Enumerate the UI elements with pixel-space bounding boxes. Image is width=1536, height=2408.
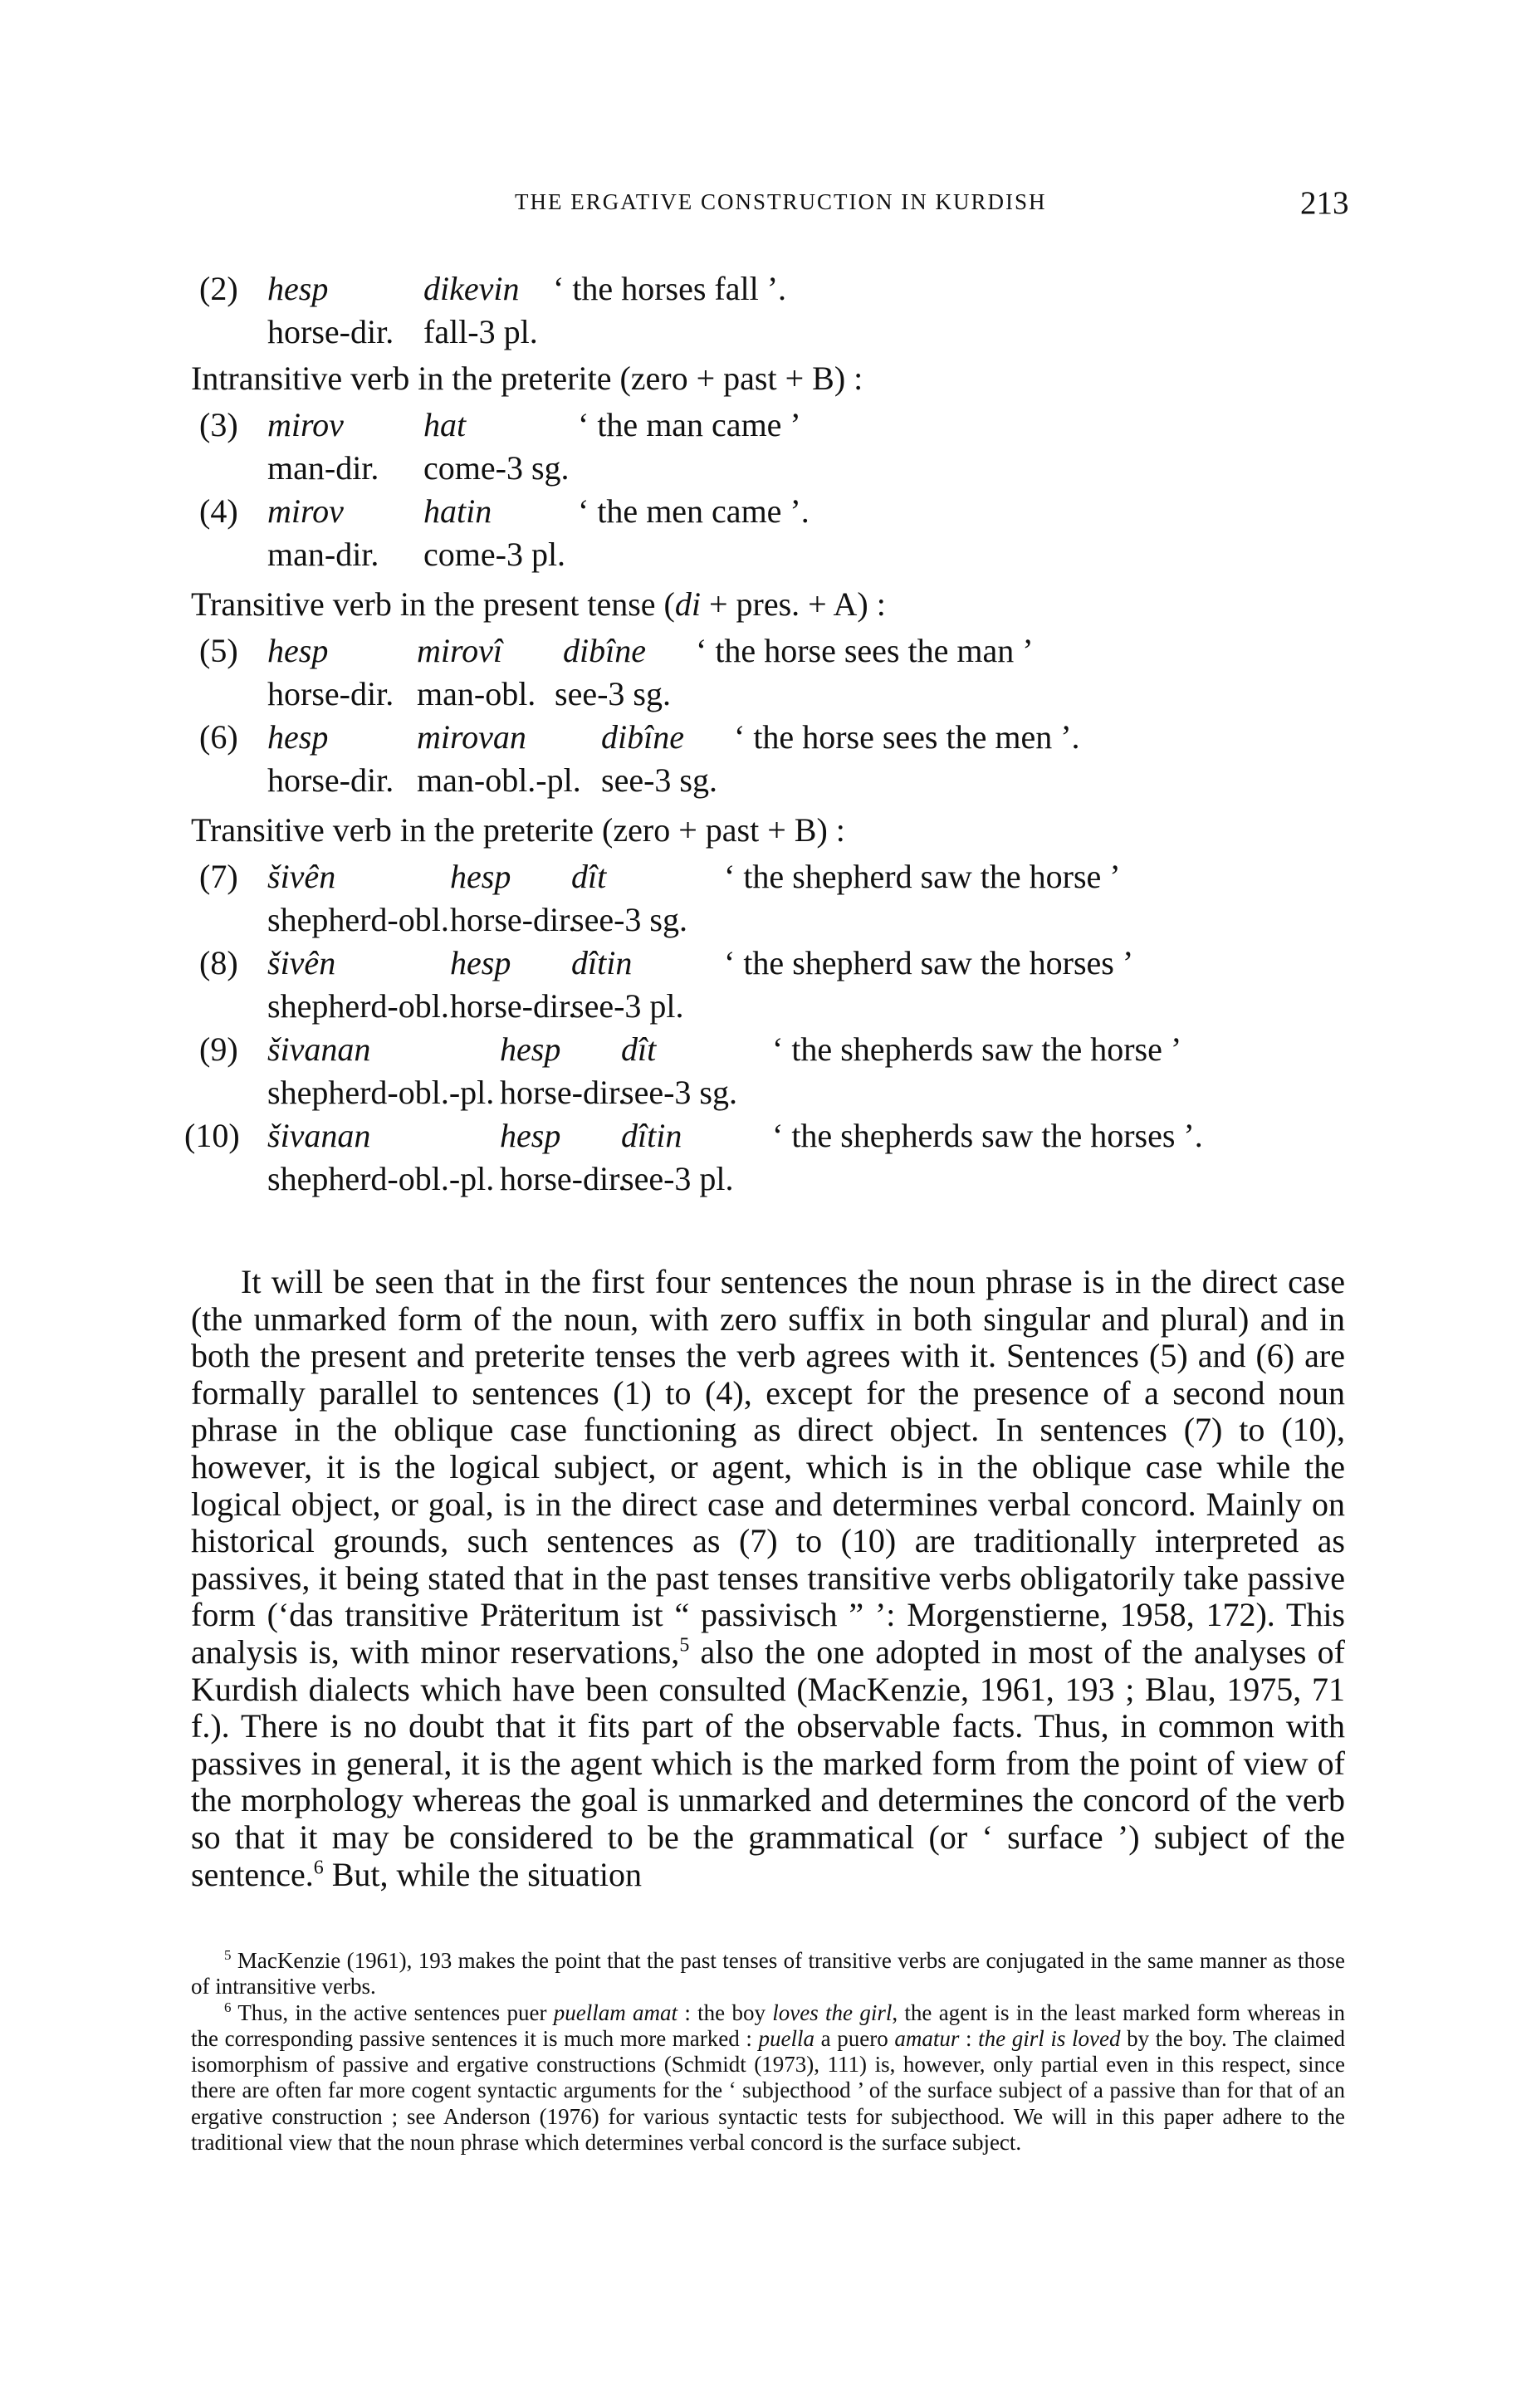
footnote-6 — [191, 2000, 1345, 2156]
gloss-word: see-3 pl. — [621, 1160, 734, 1197]
footnote-italic: amatur — [894, 2025, 960, 2051]
body-text-run: But, while the situation — [323, 1855, 643, 1893]
gloss-line — [184, 1158, 1345, 1201]
footnote-text: : the boy — [678, 1999, 773, 2025]
example-word: hesp — [450, 944, 511, 981]
gloss-word: horse-dir. — [500, 1160, 627, 1197]
example-word: hesp — [500, 1030, 561, 1068]
footnote-reference: 5 — [679, 1634, 690, 1657]
gloss-word: horse-dir. — [267, 675, 394, 712]
footnote-text: , the agent is in the least marked form whereas in the corresponding passive sentences it is much more marked : — [191, 1999, 1345, 2051]
example-word: dikevin — [423, 270, 520, 307]
example-translation: ‘ the horse sees the man ’ — [696, 632, 1034, 669]
example-line — [199, 267, 1345, 311]
example-4 — [199, 490, 1345, 576]
gloss-word: horse-dir. — [500, 1074, 627, 1111]
gloss-word: shepherd-obl.-pl. — [267, 1160, 495, 1197]
example-word: šivên — [267, 858, 336, 895]
gloss-line — [199, 311, 1345, 354]
footnote-text: : — [959, 2025, 979, 2051]
example-10 — [184, 1114, 1345, 1201]
gloss-word: see-3 sg. — [621, 1074, 737, 1111]
gloss-word: shepherd-obl. — [267, 987, 449, 1025]
footnote-text: by the boy. The claimed isomorphism of passive and ergative constructions (Schmidt (1973), 111) is, however, only partial even in this respect, since there are often far more cogent syntactic arguments for the ‘ subjecthood ’ of the surface subject of a passive than for that of an ergative construction ; see Anderson (1976) for various syntactic tests for subjecthood. We will in this paper adhere to the traditional view that the noun phrase which determines verbal concord is the surface subject. — [191, 2025, 1345, 2156]
example-number: (4) — [199, 492, 238, 530]
example-translation: ‘ the horse sees the men ’. — [734, 718, 1080, 756]
example-7 — [199, 855, 1345, 942]
gloss-line — [199, 759, 1345, 802]
example-line — [199, 404, 1345, 447]
gloss-word: horse-dir. — [267, 761, 394, 799]
gloss-word: man-dir. — [267, 449, 379, 487]
gloss-word: horse-dir. — [450, 987, 577, 1025]
example-word: mirovan — [417, 718, 526, 756]
example-line — [199, 855, 1345, 898]
example-number: (6) — [199, 718, 238, 756]
gloss-word: come-3 sg. — [423, 449, 570, 487]
example-word: mirov — [267, 406, 344, 443]
footnote-italic: the girl is loved — [978, 2025, 1121, 2051]
footnote-italic: puellam amat — [553, 1999, 678, 2025]
example-word: šivanan — [267, 1030, 371, 1068]
footnotes — [191, 1948, 1345, 2156]
example-word: hesp — [450, 858, 511, 895]
body-text — [191, 1264, 1345, 1893]
footnote-reference: 6 — [313, 1857, 324, 1879]
footnote-text: a puero — [814, 2025, 895, 2051]
example-number: (2) — [199, 270, 238, 307]
example-number: (3) — [199, 406, 238, 443]
example-word: šivên — [267, 944, 336, 981]
footnote-text: MacKenzie (1961), 193 makes the point that the past tenses of transitive verbs are conjugated in the same manner as those of intransitive verbs. — [191, 1948, 1345, 1999]
footnote-mark: 6 — [224, 1999, 232, 2015]
example-line — [184, 1114, 1345, 1158]
example-word: dîtin — [571, 944, 633, 981]
example-8 — [199, 942, 1345, 1028]
example-5 — [199, 629, 1345, 716]
footnote-italic: puella — [758, 2025, 815, 2051]
example-word: dît — [571, 858, 607, 895]
body-text-run: also the one adopted in most of the analyses of Kurdish dialects which have been consulted (MacKenzie, 1961, 193 ; Blau, 1975, 71 f.). There is no doubt that it fits part of the observable facts. Thus, in common with passives in general, it is the agent which is the marked form from the point of view of the morphology whereas the goal is unmarked and determines the concord of the verb so that it may be considered to be the grammatical (or ‘ surface ’) subject of the sentence. — [191, 1632, 1345, 1893]
example-word: dibîne — [601, 718, 684, 756]
body-paragraph — [191, 1264, 1345, 1893]
example-translation: ‘ the shepherd saw the horse ’ — [724, 858, 1121, 895]
running-head: THE ERGATIVE CONSTRUCTION IN KURDISH — [515, 189, 1047, 214]
heading-italic: di — [674, 585, 701, 623]
example-translation: ‘ the man came ’ — [578, 406, 801, 443]
example-line — [199, 629, 1345, 673]
example-line — [199, 1028, 1345, 1071]
gloss-line — [199, 447, 1345, 490]
gloss-word: horse-dir. — [450, 901, 577, 938]
gloss-word: see-3 sg. — [555, 675, 671, 712]
example-word: hat — [423, 406, 467, 443]
example-word: hesp — [267, 632, 329, 669]
heading-text: Transitive verb in the present tense ( — [191, 585, 675, 623]
footnote-5 — [191, 1948, 1345, 2000]
gloss-word: man-dir. — [267, 536, 379, 573]
gloss-word: fall-3 pl. — [423, 313, 538, 350]
example-number: (5) — [199, 632, 238, 669]
example-translation: ‘ the shepherds saw the horse ’ — [772, 1030, 1182, 1068]
example-word: dîtin — [621, 1117, 682, 1154]
example-word: hesp — [500, 1117, 561, 1154]
gloss-word: shepherd-obl.-pl. — [267, 1074, 495, 1111]
example-2 — [199, 267, 1345, 354]
example-number: (8) — [199, 944, 238, 981]
example-translation: ‘ the horses fall ’. — [553, 270, 787, 307]
gloss-line — [199, 533, 1345, 576]
example-word: mirov — [267, 492, 344, 530]
example-9 — [199, 1028, 1345, 1114]
heading-transitive-present — [191, 585, 886, 624]
example-line — [199, 490, 1345, 533]
footnote-mark: 5 — [224, 1947, 232, 1963]
page-number: 213 — [1300, 185, 1349, 221]
gloss-line — [199, 985, 1345, 1028]
gloss-word: man-obl. — [417, 675, 536, 712]
heading-intransitive-preterite: Intransitive verb in the preterite (zero + past + B) : — [191, 360, 863, 397]
gloss-word: horse-dir. — [267, 313, 394, 350]
example-number: (10) — [184, 1117, 240, 1154]
example-translation: ‘ the men came ’. — [578, 492, 810, 530]
example-number: (7) — [199, 858, 238, 895]
example-word: mirovî — [417, 632, 502, 669]
example-number: (9) — [199, 1030, 238, 1068]
gloss-line — [199, 898, 1345, 942]
footnote-text: Thus, in the active sentences puer — [231, 1999, 554, 2025]
gloss-word: see-3 pl. — [571, 987, 684, 1025]
example-word: dibîne — [563, 632, 646, 669]
example-6 — [199, 716, 1345, 802]
gloss-word: man-obl.-pl. — [417, 761, 581, 799]
example-translation: ‘ the shepherds saw the horses ’. — [772, 1117, 1203, 1154]
gloss-line — [199, 1071, 1345, 1114]
body-text-run: It will be seen that in the first four sentences the noun phrase is in the direct case (the unmarked form of the noun, with zero suffix in both singular and plural) and in both the present and preterite tenses the verb agrees with it. Sentences (5) and (6) are formally parallel to sentences (1) to (4), except for the presence of a second noun phrase in the oblique case functioning as direct object. In sentences (7) to (10), however, it is the logical subject, or agent, which is in the oblique case while the logical object, or goal, is in the direct case and determines verbal concord. Mainly on historical grounds, such sentences as (7) to (10) are traditionally interpreted as passives, it being stated that in the past tenses transitive verbs obligatorily take passive form (‘das transitive Präteritum ist “ passivisch ” ’: Morgenstierne, 1958, 172). This analysis is, with minor reservations, — [191, 1263, 1345, 1671]
example-line — [199, 716, 1345, 759]
gloss-word: see-3 sg. — [571, 901, 687, 938]
example-word: dît — [621, 1030, 657, 1068]
example-word: šivanan — [267, 1117, 371, 1154]
gloss-word: see-3 sg. — [601, 761, 717, 799]
gloss-line — [199, 673, 1345, 716]
example-word: hesp — [267, 270, 329, 307]
example-3 — [199, 404, 1345, 490]
example-word: hatin — [423, 492, 492, 530]
example-translation: ‘ the shepherd saw the horses ’ — [724, 944, 1134, 981]
gloss-word: shepherd-obl. — [267, 901, 449, 938]
footnote-italic: loves the girl — [772, 1999, 893, 2025]
heading-text: + pres. + A) : — [700, 585, 886, 623]
gloss-word: come-3 pl. — [423, 536, 566, 573]
example-word: hesp — [267, 718, 329, 756]
heading-transitive-preterite: Transitive verb in the preterite (zero + past + B) : — [191, 811, 845, 849]
example-line — [199, 942, 1345, 985]
